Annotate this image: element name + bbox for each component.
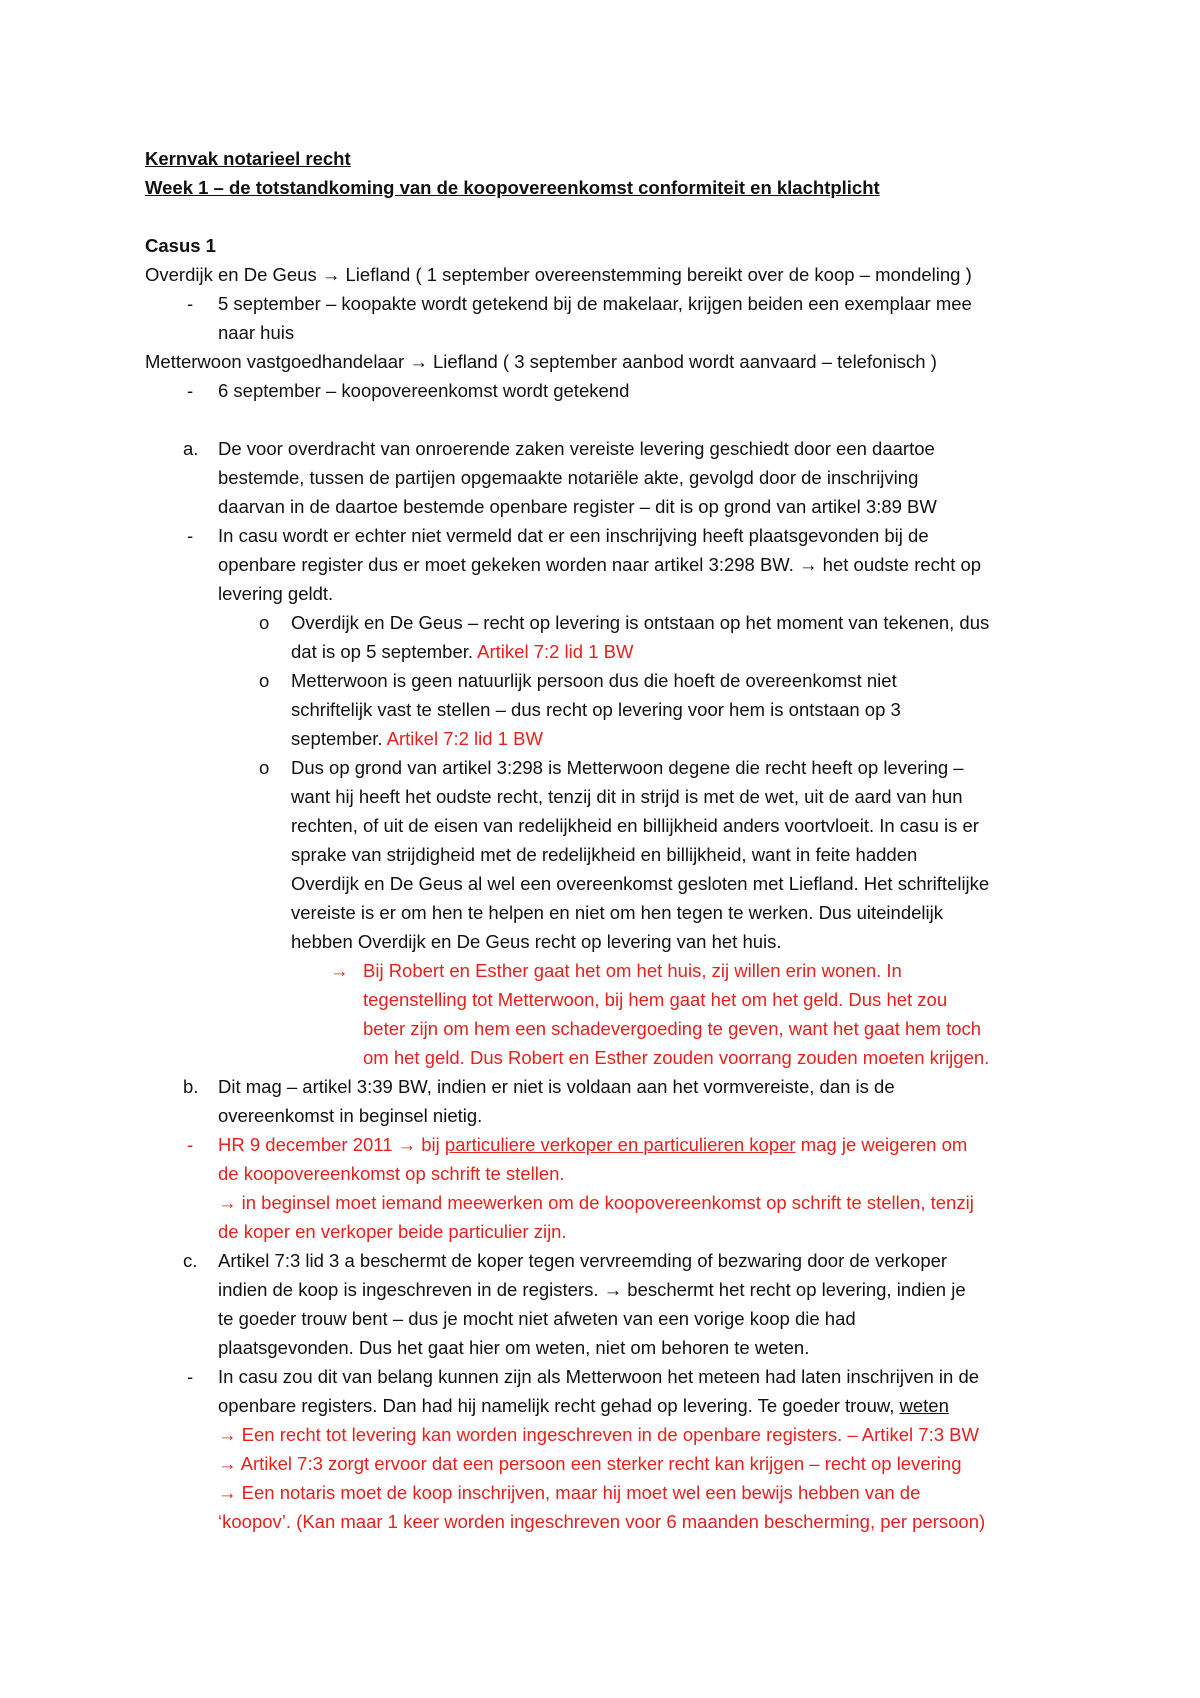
note-line: ‘koopov’. (Kan maar 1 keer worden ingeschreven voor 6 maanden bescherming, per persoon) [218,1511,986,1532]
answer-a-dash-line: openbare register dus er moet gekeken worden naar artikel 3:298 BW. → het oudste recht op [218,554,982,575]
bullet-marker: o [259,612,270,633]
arrow-right-icon: → [218,1424,237,1445]
note-line: Bij Robert en Esther gaat het om het huis, zij willen erin wonen. In [363,960,902,981]
dash-marker: - [187,525,194,546]
arrow-right-icon: → [218,1482,237,1503]
sub-bullet-line: Dus op grond van artikel 3:298 is Metterwoon degene die recht heeft op levering – [291,757,964,778]
item-marker-b: b. [183,1076,199,1097]
party-1-item: 5 september – koopakte wordt getekend bij de makelaar, krijgen beiden een exemplaar mee [218,293,972,314]
answer-b-dash-line: → in beginsel moet iemand meewerken om de koopovereenkomst op schrift te stellen, tenzij [218,1192,974,1213]
note-line: → Een notaris moet de koop inschrijven, maar hij moet wel een bewijs hebben van de [218,1482,921,1503]
arrow-right-icon: → [397,1134,417,1155]
sub-bullet-line: sprake van strijdigheid met de redelijkheid en billijkheid, want in feite hadden [291,844,918,865]
answer-b-line: Dit mag – artikel 3:39 BW, indien er niet is voldaan aan het vormvereiste, dan is de [218,1076,895,1097]
dash-marker: - [187,380,194,401]
note-line: → Een recht tot levering kan worden ingeschreven in de openbare registers. – Artikel 7:3 BW [218,1424,979,1445]
answer-c-line: Artikel 7:3 lid 3 a beschermt de koper tegen vervreemding of bezwaring door de verkoper [218,1250,948,1271]
party-2-item: 6 september – koopovereenkomst wordt getekend [218,380,630,401]
item-marker-c: c. [183,1250,198,1271]
sub-bullet-line: rechten, of uit de eisen van redelijkheid en billijkheid anders voortvloeit. In casu is er [291,815,979,836]
arrow-right-icon: → [218,1192,237,1213]
law-reference: Artikel 7:2 lid 1 BW [386,728,543,749]
sub-bullet-line: Metterwoon is geen natuurlijk persoon dus die hoeft de overeenkomst niet [291,670,897,691]
answer-a-dash-line: levering geldt. [218,583,334,604]
dash-marker: - [187,1134,194,1155]
answer-a-line: bestemde, tussen de partijen opgemaakte notariële akte, gevolgd door de inschrijving [218,467,919,488]
bullet-marker: o [259,757,270,778]
answer-c-dash-line: openbare registers. Dan had hij namelijk recht gehad op levering. Te goeder trouw, weten [218,1395,949,1416]
sub-bullet-line: Overdijk en De Geus – recht op levering is ontstaan op het moment van tekenen, dus [291,612,990,633]
dash-marker: - [187,293,194,314]
arrow-right-icon: → [799,554,818,575]
party-line-1: Overdijk en De Geus → Liefland ( 1 september overeenstemming bereikt over de koop – mondeling ) [145,264,972,285]
party-1-item-cont: naar huis [218,322,295,343]
answer-c-line: te goeder trouw bent – dus je mocht niet afweten van een vorige koop die had [218,1308,856,1329]
answer-c-line: indien de koop is ingeschreven in de registers. → beschermt het recht op levering, indien je [218,1279,966,1300]
sub-bullet-line: vereiste is er om hen te helpen en niet om hen tegen te werken. Dus uiteindelijk [291,902,943,923]
doc-title: Kernvak notarieel recht [145,148,351,169]
sub-bullet-line: september. Artikel 7:2 lid 1 BW [291,728,543,749]
sub-bullet-line: want hij heeft het oudste recht, tenzij dit in strijd is met de wet, uit de aard van hun [291,786,963,807]
note-line: tegenstelling tot Metterwoon, bij hem gaat het om het geld. Dus het zou [363,989,948,1010]
sub-bullet-line: schriftelijk vast te stellen – dus recht op levering voor hem is ontstaan op 3 [291,699,901,720]
bullet-marker: o [259,670,270,691]
answer-c-dash-line: In casu zou dit van belang kunnen zijn als Metterwoon het meteen had laten inschrijven in de [218,1366,980,1387]
answer-a-line: daarvan in de daartoe bestemde openbare register – dit is op grond van artikel 3:89 BW [218,496,937,517]
arrow-right-icon: → [409,351,428,372]
arrow-right-icon: → [218,1453,237,1474]
answer-c-line: plaatsgevonden. Dus het gaat hier om weten, niet om behoren te weten. [218,1337,810,1358]
arrow-right-icon: → [330,960,349,981]
law-reference: Artikel 7:2 lid 1 BW [477,641,634,662]
party-line-2: Metterwoon vastgoedhandelaar → Liefland ( 3 september aanbod wordt aanvaard – telefonisch ) [145,351,937,372]
item-marker-a: a. [183,438,199,459]
sub-bullet-line: Overdijk en De Geus al wel een overeenkomst gesloten met Liefland. Het schriftelijke [291,873,990,894]
sub-bullet-line: hebben Overdijk en De Geus recht op levering van het huis. [291,931,782,952]
doc-subtitle: Week 1 – de totstandkoming van de koopovereenkomst conformiteit en klachtplicht [145,177,880,198]
sub-bullet-line: dat is op 5 september. Artikel 7:2 lid 1 BW [291,641,634,662]
casus-heading: Casus 1 [145,235,216,256]
note-line: beter zijn om hem een schadevergoeding te geven, want het gaat hem toch [363,1018,982,1039]
answer-b-dash-line: HR 9 december 2011 → bij particuliere verkoper en particulieren koper mag je weigeren om [218,1134,968,1155]
answer-b-dash-line: de koper en verkoper beide particulier zijn. [218,1221,567,1242]
answer-a-line: De voor overdracht van onroerende zaken vereiste levering geschiedt door een daartoe [218,438,935,459]
answer-b-dash-line: de koopovereenkomst op schrift te stellen. [218,1163,565,1184]
dash-marker: - [187,1366,194,1387]
note-line: → Artikel 7:3 zorgt ervoor dat een persoon een sterker recht kan krijgen – recht op levering [218,1453,962,1474]
arrow-right-icon: → [603,1279,623,1300]
note-line: om het geld. Dus Robert en Esther zouden voorrang zouden moeten krijgen. [363,1047,990,1068]
answer-a-dash-line: In casu wordt er echter niet vermeld dat er een inschrijving heeft plaatsgevonden bij de [218,525,929,546]
arrow-right-icon: → [321,264,341,285]
answer-b-line: overeenkomst in beginsel nietig. [218,1105,483,1126]
